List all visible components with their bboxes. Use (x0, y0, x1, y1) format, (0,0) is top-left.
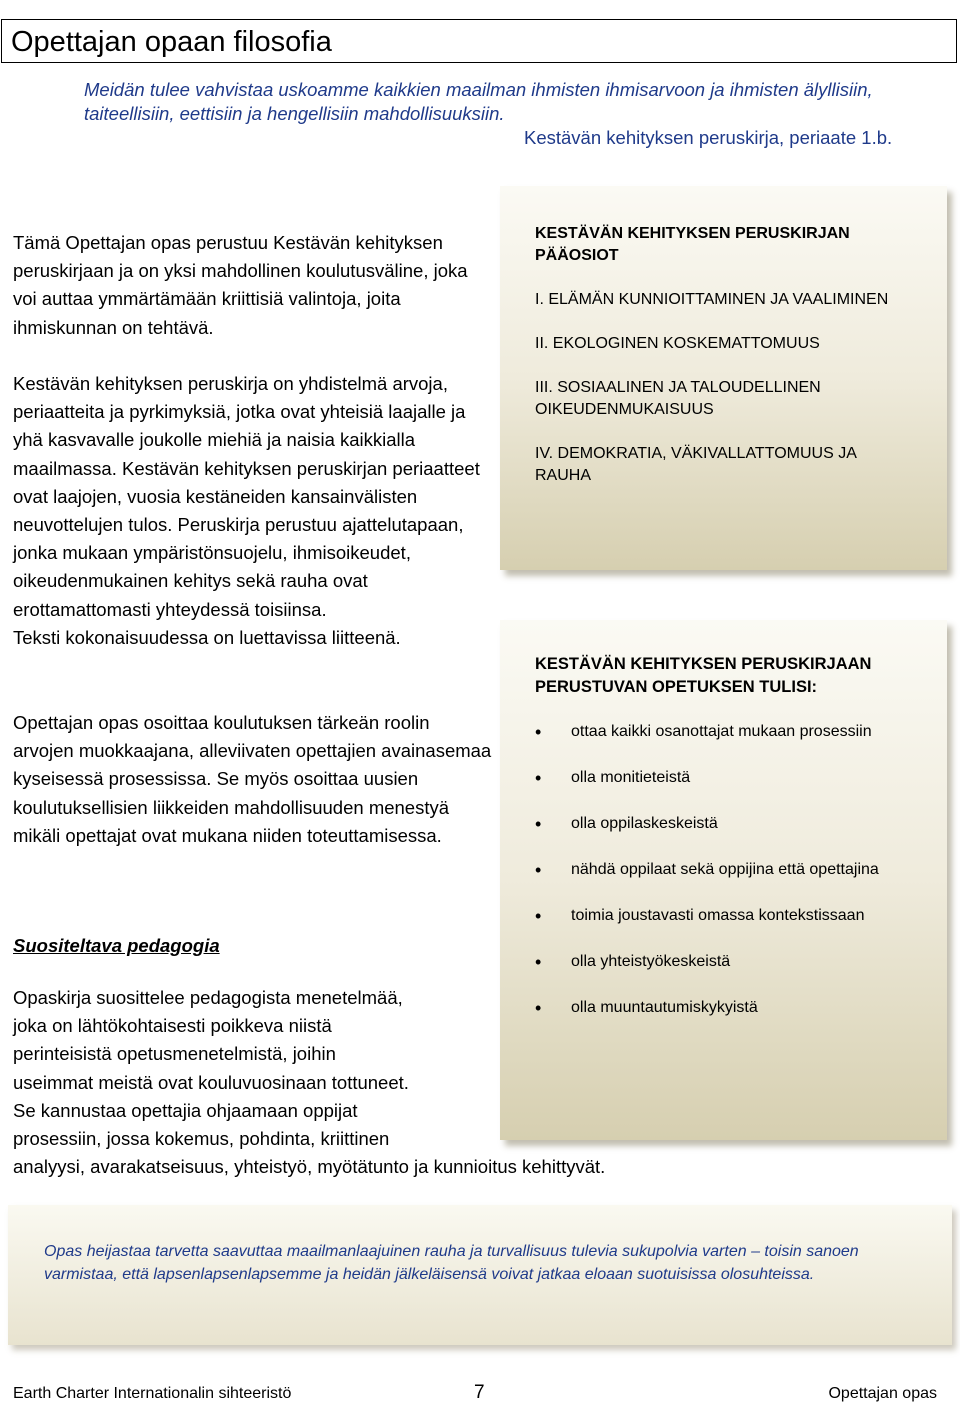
teaching-principle-item: • nähdä oppilaat sekä oppijina että opettajina (535, 859, 915, 881)
quote-text: Meidän tulee vahvistaa uskoamme kaikkien maailman ihmisten ihmisarvoon ja ihmisten älyllisiin, taiteellisiin, eettisiin ja hengellisiin mahdollisuuksiin. (84, 79, 873, 124)
closing-quote-text: Opas heijastaa tarvetta saavuttaa maailmanlaajuinen rauha ja turvallisuus tulevia sukupolvia varten – toisin sanoen varmistaa, että lapsenlapsenlapsemme ja heidän jälkeläisensä voivat jatkaa eloaan suotuisissa olosuhteissa. (44, 1243, 859, 1283)
teaching-principles-list (535, 721, 915, 1019)
teaching-principle-item: • olla oppilaskeskeistä (535, 813, 915, 835)
pedagogy-line: joka on lähtökohtaisesti poikkeva niistä (13, 1015, 332, 1037)
charter-sections-heading: KESTÄVÄN KEHITYKSEN PERUSKIRJAN PÄÄOSIOT (535, 225, 850, 264)
quote-source: Kestävän kehityksen peruskirja, periaate 1.b. (524, 127, 893, 148)
charter-section-item: III. SOSIAALINEN JA TALOUDELLINEN OIKEUDENMUKAISUUS (535, 379, 821, 418)
footer-page-number: 7 (474, 1382, 485, 1403)
pedagogy-line: prosessiin, jossa kokemus, pohdinta, kriittinen (13, 1128, 390, 1150)
teaching-principle-item: • ottaa kaikki osanottajat mukaan prosessiin (535, 721, 915, 743)
charter-section-item: I. ELÄMÄN KUNNIOITTAMINEN JA VAALIMINEN (535, 291, 889, 308)
pedagogy-line: Opaskirja suosittelee pedagogista menetelmää, (13, 987, 403, 1008)
paragraph-charter (13, 370, 493, 652)
charter-section-item: IV. DEMOKRATIA, VÄKIVALLATTOMUUS JA RAUHA (535, 445, 856, 484)
teaching-principle-item: • olla muuntautumiskykyistä (535, 997, 915, 1019)
teaching-principles-heading: KESTÄVÄN KEHITYKSEN PERUSKIRJAAN PERUSTUVAN OPETUKSEN TULISI: (535, 655, 872, 696)
teaching-principle-item: • olla yhteistyökeskeistä (535, 951, 915, 973)
paragraph-charter-text: Kestävän kehityksen peruskirja on yhdistelmä arvoja, periaatteita ja pyrkimyksiä, jotka ovat yhteisiä laajalle ja yhä kasvavalle joukolle miehiä ja naisia kaikkialla maailmassa. Kestävän kehityksen peruskirjan periaatteet ovat laajojen, vuosia kestäneiden kansainvälisten neuvottelujen tulos. Peruskirja perustuu ajattelutapaan, jonka mukaan ympäristönsuojelu, ihmisoikeudet, oikeudenmukainen kehitys sekä rauha ovat erottamattomasti yhteydessä toisiinsa. (13, 373, 480, 620)
paragraph-appendix-note: Teksti kokonaisuudessa on luettavissa liitteenä. (13, 626, 401, 648)
charter-sections-box (500, 186, 947, 570)
teaching-principle-item: • toimia joustavasti omassa kontekstissaan (535, 905, 915, 927)
section-heading-pedagogy: Suositeltava pedagogia (13, 935, 220, 956)
paragraph-role: Opettajan opas osoittaa koulutuksen tärkeän roolin arvojen muokkaajana, alleviivaten opettajien avainasemaa kyseisessä prosessissa. Se myös osoittaa uusien koulutuksellisien liikkeiden mahdollisuuden menestyä mikäli opettajat ovat mukana niiden toteuttamisessa. (13, 712, 492, 846)
pedagogy-line: perinteisistä opetusmenetelmistä, joihin (13, 1043, 336, 1065)
teaching-principles-box (500, 620, 947, 1140)
paragraph-intro: Tämä Opettajan opas perustuu Kestävän kehityksen peruskirjaan ja on yksi mahdollinen koulutusväline, joka voi auttaa ymmärtämään kriittisiä valintoja, joita ihmiskunnan on tehtävä. (13, 232, 468, 338)
teaching-principle-item: • olla monitieteistä (535, 767, 915, 789)
charter-section-item: II. EKOLOGINEN KOSKEMATTOMUUS (535, 335, 820, 352)
pedagogy-line: analyysi, avarakatseisuus, yhteistyö, myötätunto ja kunnioitus kehittyvät. (13, 1156, 606, 1178)
pedagogy-line: Se kannustaa opettajia ohjaamaan oppijat (13, 1099, 358, 1121)
page-title: Opettajan opaan filosofia (1, 19, 957, 63)
pedagogy-line: useimmat meistä ovat kouluvuosinaan tottuneet. (13, 1071, 409, 1093)
closing-quote-box (8, 1205, 952, 1345)
footer-document-title: Opettajan opas (828, 1385, 937, 1402)
footer-organization: Earth Charter Internationalin sihteeristö (13, 1385, 292, 1402)
